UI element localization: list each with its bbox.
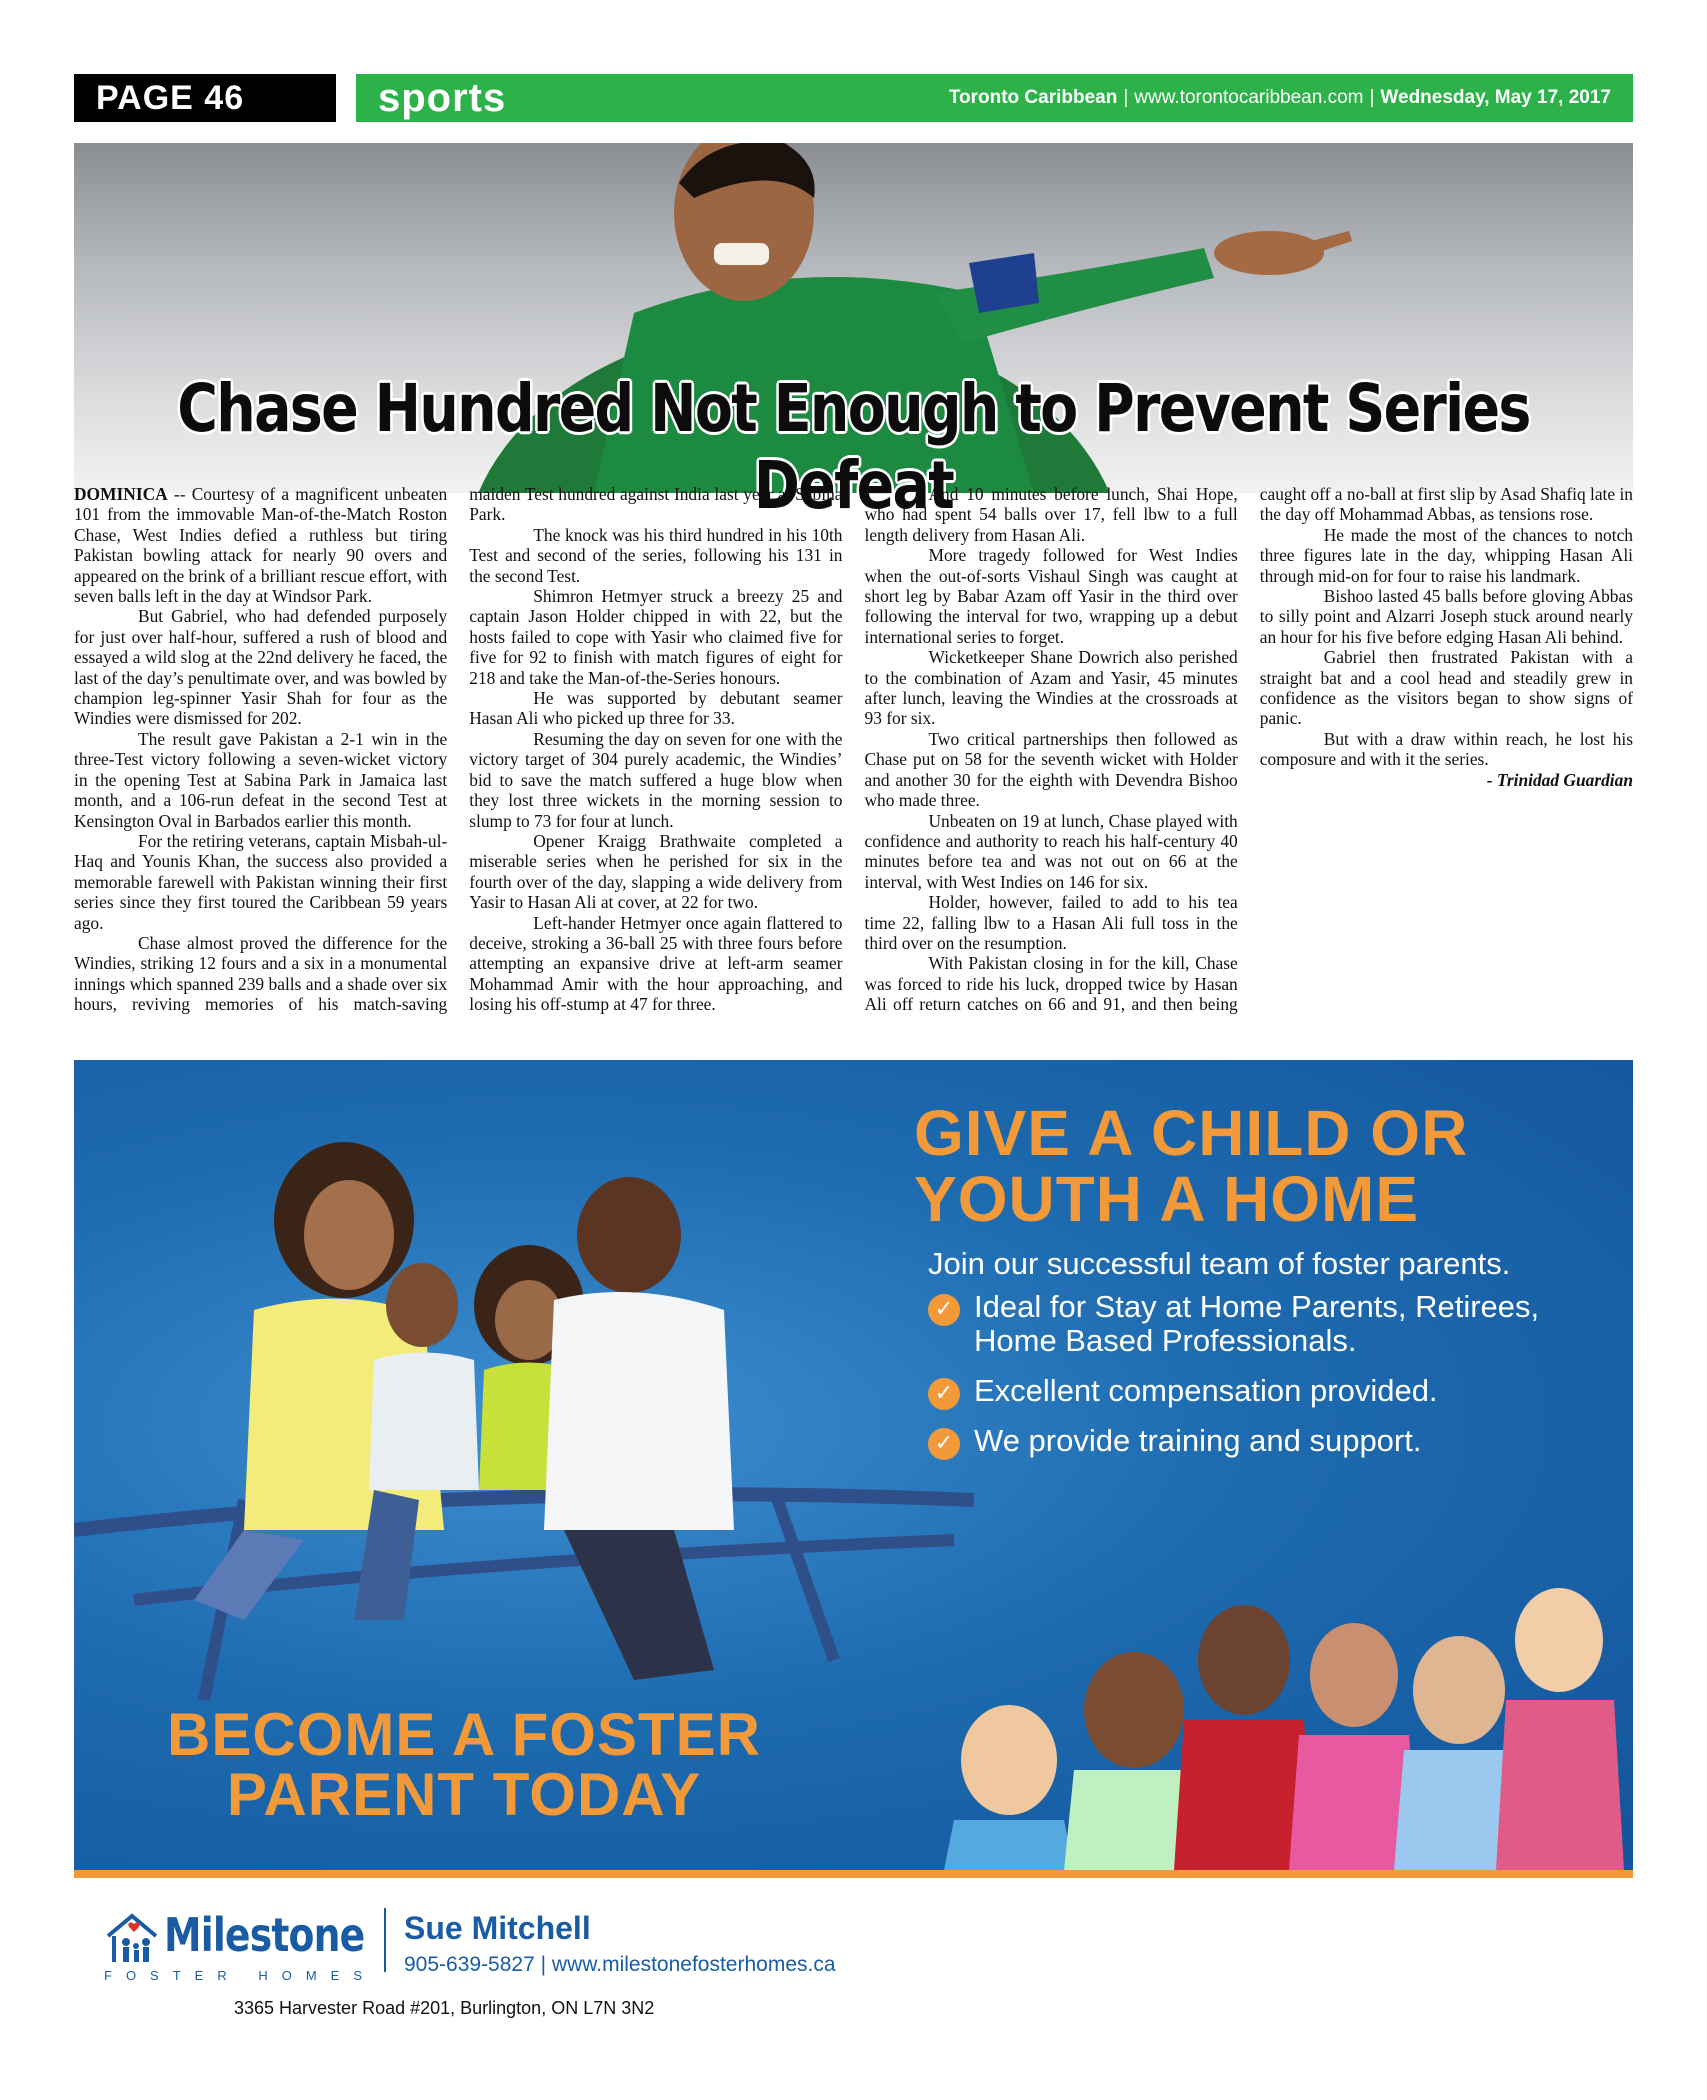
list-item	[928, 1424, 1608, 1458]
milestone-logo	[104, 1908, 394, 1984]
contact-separator: |	[534, 1953, 552, 1976]
ad-headline-line-1: GIVE A CHILD OR	[914, 1097, 1469, 1169]
checkmark-icon: ✓	[928, 1428, 960, 1460]
article-paragraph: Wicketkeeper Shane Dowrich also perished to the combination of Azam and Yasir, 45 minutes after lunch, leaving the Windies at the crossroads at 93 for six.	[864, 647, 1238, 729]
article-paragraph: Gabriel then frustrated Pakistan with a straight bat and a cool head and steadily grew in confidence as the visitors began to show signs of panic.	[1259, 647, 1633, 729]
article-headline: Chase Hundred Not Enough to Prevent Series Defeat	[177, 370, 1530, 524]
house-family-icon	[104, 1910, 160, 1966]
ad-cta-line-2: PARENT TODAY	[226, 1761, 702, 1828]
article-paragraph: Left-hander Hetmyer once again flattered to deceive, stroking a 36-ball 25 with three fours before attempting an expansive drive at left-arm seamer Mohammad Amir with the hour approaching, and losing his off-stump at 47 for three.	[469, 912, 843, 1015]
masthead-separator: |	[1369, 87, 1375, 108]
article-paragraph: He made the most of the chances to notch three figures late in the day, whipping Hasan Ali through mid-on for four to raise his landmark.	[1259, 524, 1633, 586]
brand-tagline: FOSTER HOMES	[104, 1968, 377, 1983]
article-paragraph: Holder, however, failed to add to his tea time 22, falling lbw to a Hasan Ali full toss in the third over on the resumption.	[864, 892, 1238, 953]
contact-phone[interactable]: 905-639-5827	[404, 1953, 535, 1976]
section-header-bar	[356, 74, 1633, 122]
article-paragraph: Chase almost proved the difference for the Windies, striking 12 fours and a six in a monumental innings which spanned 239 balls and a shade over six hours, reviving memories of his match-saving maiden Test hundred against India last year at Sabina Park.	[74, 484, 843, 1015]
article-credit: - Trinidad Guardian	[1486, 769, 1633, 790]
list-item	[928, 1290, 1608, 1358]
article-paragraph: Opener Kraigg Brathwaite completed a miserable series when he perished for six in the fourth over of the day, slapping a wide delivery from Yasir to Hasan Ali at cover, at 22 for two.	[469, 830, 843, 913]
article-paragraph: The knock was his third hundred in his 10th Test and second of the series, following his 131 in the second Test.	[469, 524, 843, 586]
dateline-separator: --	[167, 484, 192, 504]
brand-name: Milestone	[164, 1908, 365, 1962]
article-body	[74, 484, 1633, 1049]
children-group-illustration	[944, 1588, 1624, 1870]
ad-accent-strip	[74, 1870, 1633, 1878]
contact-website[interactable]: www.milestonefosterhomes.ca	[551, 1953, 836, 1976]
foster-parent-advertisement[interactable]	[74, 1060, 1633, 2026]
ad-benefits-list	[928, 1290, 1608, 1474]
lead-text: Courtesy of a magnificent unbeaten 101 from the immovable Man-of-the-Match Roston Chase, West Indies defied a ruthless but tiring Pakistan bowling attack for nearly 90 overs and appeared on the brink of a brilliant rescue effort, with seven balls left in the day at Windsor Park.	[74, 484, 448, 607]
article-paragraph: He was supported by debutant seamer Hasan Ali who picked up three for 33.	[469, 688, 843, 729]
article-paragraph: Shimron Hetmyer struck a breezy 25 and captain Jason Holder chipped in with 22, but the hosts failed to cope with Yasir who claimed five for five for 92 to finish with match figures of eight for 218 and take the Man-of-the-Series honours.	[469, 586, 843, 688]
masthead-separator: |	[1123, 87, 1129, 108]
page-number-label: PAGE 46	[74, 74, 336, 122]
benefit-text: We provide training and support.	[974, 1423, 1422, 1458]
ad-cta-line-1: BECOME A FOSTER	[167, 1701, 761, 1768]
article-lead-paragraph	[74, 484, 447, 606]
checkmark-icon: ✓	[928, 1378, 960, 1410]
checkmark-icon: ✓	[928, 1294, 960, 1326]
article-paragraph: Two critical partnerships then followed as Chase put on 58 for the seventh wicket with Holder and another 30 for the eighth with Devendra Bishoo who made three.	[864, 728, 1238, 811]
article-paragraph: With Pakistan closing in for the kill, Chase was forced to ride his luck, dropped twice by Hasan Ali off return catches on 66 and 91, and then being caught off a no-ball at first slip by Asad Shafiq late in the day off Mohammad Abbas, as tensions rose.	[864, 484, 1633, 1015]
publication-website[interactable]: www.torontocaribbean.com	[1134, 87, 1364, 108]
article-paragraph: But with a draw within reach, he lost his composure and with it the series.	[1259, 728, 1633, 770]
article-paragraph: And 10 minutes before lunch, Shai Hope, who had spent 54 balls over 17, fell lbw to a full length delivery from Hasan Ali.	[864, 484, 1238, 545]
contact-address: 3365 Harvester Road #201, Burlington, ON L7N 3N2	[234, 1998, 655, 2018]
contact-name: Sue Mitchell	[404, 1910, 591, 1946]
article-paragraph: But Gabriel, who had defended purposely for just over half-hour, suffered a rush of blood and essayed a wild slog at the 22nd delivery he faced, the last of the day’s penultimate over, and was bowled by champion leg-spinner Yasir Shah for four as the Windies were dismissed for 202.	[74, 606, 448, 729]
article-paragraph: For the retiring veterans, captain Misbah-ul-Haq and Younis Khan, the success also provided a memorable farewell with Pakistan winning their first series since they first toured the Caribbean 59 years ago.	[74, 830, 448, 933]
article-paragraph: Resuming the day on seven for one with the victory target of 304 purely academic, the Windies’ bid to save the match suffered a huge blow when they lost three wickets in the morning session to slump to 73 for four at lunch.	[469, 728, 843, 831]
benefit-text: Ideal for Stay at Home Parents, Retirees, Home Based Professionals.	[974, 1289, 1540, 1358]
ad-headline	[914, 1097, 1614, 1235]
ad-headline-line-2: YOUTH A HOME	[914, 1163, 1420, 1235]
ad-call-to-action	[74, 1701, 854, 1828]
article-paragraph: More tragedy followed for West Indies when the out-of-sorts Vishaul Singh was caught at short leg by Babar Azam off Yasir in the third over following the interval for two, wrapping up a debut international series to forget.	[864, 545, 1238, 647]
masthead	[949, 74, 1611, 122]
article-paragraph: The result gave Pakistan a 2-1 win in the three-Test victory following a seven-wicket victory in the opening Test at Sabina Park in Jamaica last month, and a 106-run defeat in the second Test at Kensington Oval in Barbados earlier this month.	[74, 728, 448, 831]
benefit-text: Excellent compensation provided.	[974, 1373, 1438, 1408]
contact-info	[404, 1953, 836, 1977]
ad-subhead: Join our successful team of foster parents.	[928, 1246, 1511, 1281]
section-name: sports	[378, 76, 507, 120]
issue-date: Wednesday, May 17, 2017	[1380, 87, 1611, 108]
article-paragraph: Unbeaten on 19 at lunch, Chase played with confidence and authority to reach his half-century 40 minutes before tea and was not out on 66 at the interval, with West Indies on 146 for six.	[864, 810, 1238, 892]
article-paragraph: Bishoo lasted 45 balls before gloving Abbas to silly point and Alzarri Joseph stuck around nearly an hour for his five before edging Hasan Ali behind.	[1259, 586, 1633, 647]
publication-name: Toronto Caribbean	[948, 87, 1118, 108]
logo-divider	[384, 1908, 386, 1972]
dateline: DOMINICA	[74, 484, 168, 504]
list-item	[928, 1374, 1608, 1408]
